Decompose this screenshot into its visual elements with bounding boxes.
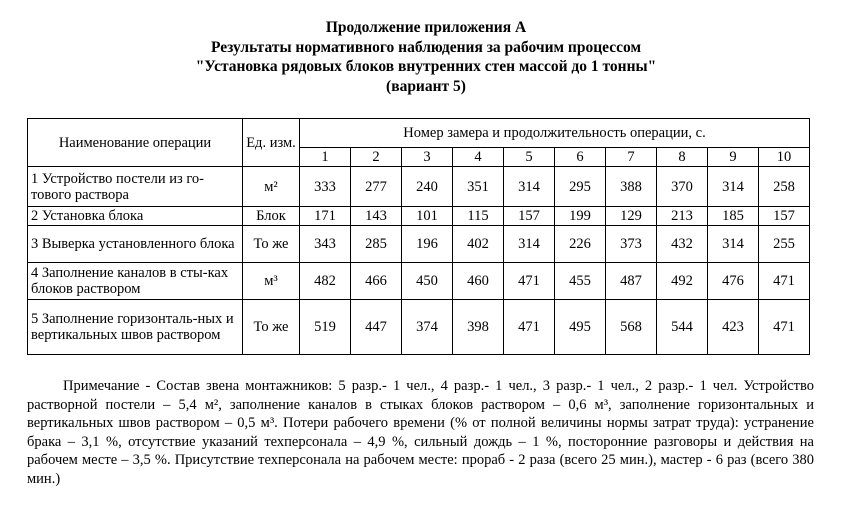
title-line-4: (вариант 5) bbox=[386, 77, 466, 95]
duration-value: 455 bbox=[555, 263, 606, 300]
operation-name: 5 Заполнение горизонталь-ных и вертикальных швов раствором bbox=[28, 300, 243, 355]
header-operation: Наименование операции bbox=[28, 119, 243, 167]
column-number: 5 bbox=[504, 148, 555, 167]
title-line-1: Продолжение приложения А bbox=[325, 19, 527, 36]
column-number: 8 bbox=[657, 148, 708, 167]
table-row bbox=[28, 300, 810, 355]
duration-value: 482 bbox=[300, 263, 351, 300]
duration-value: 388 bbox=[606, 167, 657, 207]
duration-value: 285 bbox=[351, 226, 402, 263]
duration-value: 143 bbox=[351, 207, 402, 226]
duration-value: 492 bbox=[657, 263, 708, 300]
note bbox=[27, 377, 814, 489]
duration-value: 495 bbox=[555, 300, 606, 355]
duration-value: 314 bbox=[708, 167, 759, 207]
duration-value: 466 bbox=[351, 263, 402, 300]
duration-value: 450 bbox=[402, 263, 453, 300]
duration-value: 196 bbox=[402, 226, 453, 263]
duration-value: 277 bbox=[351, 167, 402, 207]
duration-value: 402 bbox=[453, 226, 504, 263]
duration-value: 115 bbox=[453, 207, 504, 226]
observation-table bbox=[27, 118, 810, 355]
table-row bbox=[28, 226, 810, 263]
duration-value: 487 bbox=[606, 263, 657, 300]
duration-value: 351 bbox=[453, 167, 504, 207]
duration-value: 157 bbox=[759, 207, 810, 226]
column-number: 6 bbox=[555, 148, 606, 167]
unit-cell: м² bbox=[243, 167, 300, 207]
duration-value: 476 bbox=[708, 263, 759, 300]
column-number: 10 bbox=[759, 148, 810, 167]
column-number: 4 bbox=[453, 148, 504, 167]
duration-value: 333 bbox=[300, 167, 351, 207]
duration-value: 185 bbox=[708, 207, 759, 226]
duration-value: 373 bbox=[606, 226, 657, 263]
table-row bbox=[28, 263, 810, 300]
duration-value: 471 bbox=[504, 263, 555, 300]
header-unit: Ед. изм. bbox=[243, 119, 300, 167]
duration-value: 314 bbox=[504, 167, 555, 207]
table-row bbox=[28, 167, 810, 207]
duration-value: 471 bbox=[504, 300, 555, 355]
unit-cell: То же bbox=[243, 300, 300, 355]
column-number: 1 bbox=[300, 148, 351, 167]
duration-value: 398 bbox=[453, 300, 504, 355]
duration-value: 423 bbox=[708, 300, 759, 355]
duration-value: 129 bbox=[606, 207, 657, 226]
column-number: 2 bbox=[351, 148, 402, 167]
duration-value: 568 bbox=[606, 300, 657, 355]
duration-value: 471 bbox=[759, 263, 810, 300]
duration-value: 240 bbox=[402, 167, 453, 207]
header-measure: Номер замера и продолжительность операции, с. bbox=[300, 119, 810, 148]
duration-value: 370 bbox=[657, 167, 708, 207]
duration-value: 343 bbox=[300, 226, 351, 263]
column-number: 9 bbox=[708, 148, 759, 167]
duration-value: 295 bbox=[555, 167, 606, 207]
column-number: 3 bbox=[402, 148, 453, 167]
table-header-row bbox=[28, 119, 810, 148]
duration-value: 544 bbox=[657, 300, 708, 355]
duration-value: 171 bbox=[300, 207, 351, 226]
duration-value: 374 bbox=[402, 300, 453, 355]
duration-value: 226 bbox=[555, 226, 606, 263]
column-number: 7 bbox=[606, 148, 657, 167]
duration-value: 460 bbox=[453, 263, 504, 300]
operation-name: 3 Выверка установленного блока bbox=[28, 226, 243, 263]
duration-value: 199 bbox=[555, 207, 606, 226]
duration-value: 255 bbox=[759, 226, 810, 263]
duration-value: 314 bbox=[708, 226, 759, 263]
duration-value: 447 bbox=[351, 300, 402, 355]
unit-cell: То же bbox=[243, 226, 300, 263]
duration-value: 101 bbox=[402, 207, 453, 226]
duration-value: 213 bbox=[657, 207, 708, 226]
duration-value: 471 bbox=[759, 300, 810, 355]
operation-name: 4 Заполнение каналов в сты-ках блоков раствором bbox=[28, 263, 243, 300]
operation-name: 2 Установка блока bbox=[28, 207, 243, 226]
duration-value: 258 bbox=[759, 167, 810, 207]
operation-name: 1 Устройство постели из го-тового раствора bbox=[28, 167, 243, 207]
title-line-3: "Установка рядовых блоков внутренних стен массой до 1 тонны" bbox=[195, 58, 657, 75]
duration-value: 157 bbox=[504, 207, 555, 226]
duration-value: 519 bbox=[300, 300, 351, 355]
duration-value: 432 bbox=[657, 226, 708, 263]
title-line-2: Результаты нормативного наблюдения за рабочим процессом bbox=[210, 38, 642, 56]
unit-cell: Блок bbox=[243, 207, 300, 226]
unit-cell: м³ bbox=[243, 263, 300, 300]
duration-value: 314 bbox=[504, 226, 555, 263]
document-title bbox=[0, 18, 852, 96]
table-row bbox=[28, 207, 810, 226]
note-text: Примечание - Состав звена монтажников: 5 разр.- 1 чел., 4 разр.- 1 чел., 3 разр.- 1 чел., 2 разр.- 1 чел. Устройство растворной постели – 5,4 м², заполнение каналов в стыках блоков раствором – 0,6 м³, заполнение горизонтальных и вертикальных швов раствором – 0,5 м³. Потери рабочего времени (% от полной величины нормы затрат труда): устранение брака – 3,1 %, отсутствие указаний техперсонала – 4,9 %, сильный дождь – 1 %, посторонние разговоры и действия на рабочем месте – 3,5 %. Присутствие техперсонала на рабочем месте: прораб - 2 раза (всего 25 мин.), мастер - 6 раз (всего 380 мин.) bbox=[27, 378, 814, 487]
